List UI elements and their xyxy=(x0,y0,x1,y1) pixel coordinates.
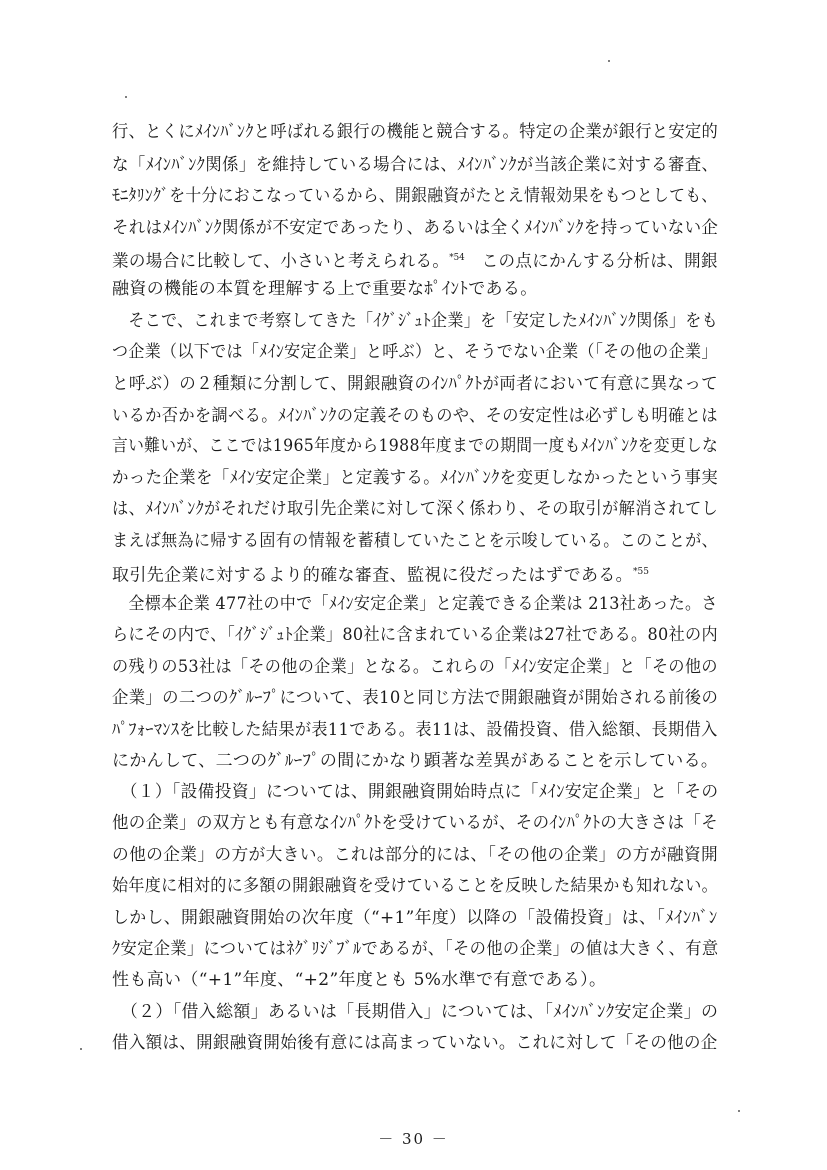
line-text: いるか否かを調べる。ﾒｲﾝﾊﾞﾝｸの定義そのものや、その安定性は必ずしも明確とは xyxy=(112,406,718,426)
line-text: （１）「設備投資」については、開銀融資開始時点に「ﾒｲﾝ安定企業」と「その xyxy=(112,782,719,802)
text-line xyxy=(112,373,718,395)
scan-speck xyxy=(738,1110,740,1112)
text-line xyxy=(112,121,719,143)
text-line xyxy=(112,530,718,552)
line-text: の残りの53社は「その他の企業」となる。これらの「ﾒｲﾝ安定企業」と「その他の xyxy=(112,657,718,677)
line-text-continued: この点にかんする分析は、開銀 xyxy=(464,251,718,272)
line-text: 言い難いが、ここでは1965年度から1988年度までの期間一度もﾒｲﾝﾊﾞﾝｸを変更しな xyxy=(112,436,719,456)
line-text: 業の場合に比較して、小さいと考えられる。 xyxy=(112,251,450,272)
text-line xyxy=(112,185,718,207)
text-line xyxy=(112,687,719,709)
line-text: 他の企業」の双方とも有意なｲﾝﾊﾟｸﾄを受けているが、そのｲﾝﾊﾟｸﾄの大きさは「そ xyxy=(112,813,718,833)
text-line xyxy=(112,812,718,834)
line-text: つ企業（以下では「ﾒｲﾝ安定企業」と呼ぶ）と、そうでない企業（「その他の企業」 xyxy=(112,342,718,362)
line-text: と呼ぶ）の２種類に分割して、開銀融資のｲﾝﾊﾟｸﾄが両者において有意に異なって xyxy=(112,374,718,394)
line-text: らにその内で、「ｲｸﾞｼﾞｭﾄ企業」80社に含まれている企業は27社である。80社の内 xyxy=(112,625,718,645)
line-text: それはﾒｲﾝﾊﾞﾝｸ関係が不安定であったり、あるいは全くﾒｲﾝﾊﾞﾝｸを持っていない企 xyxy=(112,218,719,238)
line-text: （２）「借入総額」あるいは「長期借入」については、「ﾒｲﾝﾊﾞﾝｸ安定企業」の xyxy=(112,1002,719,1022)
text-line xyxy=(112,247,718,273)
line-text: 企業」の二つのｸﾞﾙｰﾌﾟについて、表10と同じ方法で開銀融資が開始される前後の xyxy=(112,688,719,708)
text-line xyxy=(112,341,718,363)
text-line xyxy=(112,405,718,427)
line-text: 融資の機能の本質を理解する上で重要なﾎﾟｲﾝﾄである。 xyxy=(112,279,538,299)
footnote-marker: *54 xyxy=(449,253,465,263)
line-text: まえば無為に帰する固有の情報を蓄積していたことを示唆している。このことが、 xyxy=(112,531,718,551)
text-line xyxy=(112,561,718,587)
line-text: 借入額は、開銀融資開始後有意には高まっていない。これに対して「その他の企 xyxy=(112,1033,718,1053)
text-line xyxy=(112,781,719,803)
line-text: ﾓﾆﾀﾘﾝｸﾞを十分におこなっているから、開銀融資がたとえ情報効果をもつとしても、 xyxy=(112,186,718,206)
text-line xyxy=(112,624,718,646)
text-line xyxy=(112,656,718,678)
footnote-marker: *55 xyxy=(633,567,649,577)
line-text: しかし、開銀融資開始の次年度（“+1”年度）以降の「設備投資」は、「ﾒｲﾝﾊﾞﾝ xyxy=(112,908,718,928)
line-text: 始年度に相対的に多額の開銀融資を受けていることを反映した結果かも知れない。 xyxy=(112,876,718,896)
line-text: 全標本企業 477社の中で「ﾒｲﾝ安定企業」と定義できる企業は 213社あった。さ xyxy=(112,594,718,614)
text-line xyxy=(112,467,718,489)
text-line xyxy=(112,907,718,929)
line-text: かった企業を「ﾒｲﾝ安定企業」と定義する。ﾒｲﾝﾊﾞﾝｸを変更しなかったという事実 xyxy=(112,468,718,488)
line-text: 行、とくにﾒｲﾝﾊﾞﾝｸと呼ばれる銀行の機能と競合する。特定の企業が銀行と安定的 xyxy=(112,122,719,142)
text-line xyxy=(112,310,719,332)
text-line xyxy=(112,1001,719,1023)
text-line xyxy=(112,217,719,239)
line-text: にかんして、二つのｸﾞﾙｰﾌﾟの間にかなり顕著な差異があることを示している。 xyxy=(112,751,719,771)
text-line xyxy=(112,719,718,741)
line-text: な「ﾒｲﾝﾊﾞﾝｸ関係」を維持している場合には、ﾒｲﾝﾊﾞﾝｸが当該企業に対する審査、 xyxy=(112,155,719,175)
line-text: ﾊﾟﾌｫｰﾏﾝｽを比較した結果が表11である。表11は、設備投資、借入総額、長期借入 xyxy=(112,720,718,740)
line-text: そこで、これまで考察してきた「ｲｸﾞｼﾞｭﾄ企業」を「安定したﾒｲﾝﾊﾞﾝｸ関係」をも xyxy=(112,311,719,331)
line-text: ｸ安定企業」についてはﾈｸﾞﾘｼﾞﾌﾞﾙであるが、「その他の企業」の値は大きく、有意 xyxy=(112,939,719,959)
text-line xyxy=(112,844,719,866)
text-line xyxy=(112,278,718,300)
text-line xyxy=(112,154,719,176)
line-text: の他の企業」の方が大きい。これは部分的には、「その他の企業」の方が融資開 xyxy=(112,845,719,865)
text-line xyxy=(112,875,718,897)
text-line xyxy=(112,435,719,457)
text-line xyxy=(112,593,718,615)
text-line xyxy=(112,938,719,960)
scan-speck xyxy=(80,1048,82,1050)
line-text: は、ﾒｲﾝﾊﾞﾝｸがそれだけ取引先企業に対して深く係わり、その取引が解消されてし xyxy=(112,499,719,519)
page-number: － 30 － xyxy=(378,1130,449,1148)
text-line xyxy=(112,750,717,772)
line-text: 性も高い（“+1”年度、“+2”年度とも 5%水準で有意である）。 xyxy=(112,970,607,990)
scan-speck xyxy=(125,96,127,98)
text-line xyxy=(112,969,718,991)
scan-speck xyxy=(608,60,610,62)
text-line xyxy=(112,498,719,520)
text-line xyxy=(112,1032,718,1054)
line-text: 取引先企業に対するより的確な審査、監視に役だったはずである。 xyxy=(112,565,634,586)
